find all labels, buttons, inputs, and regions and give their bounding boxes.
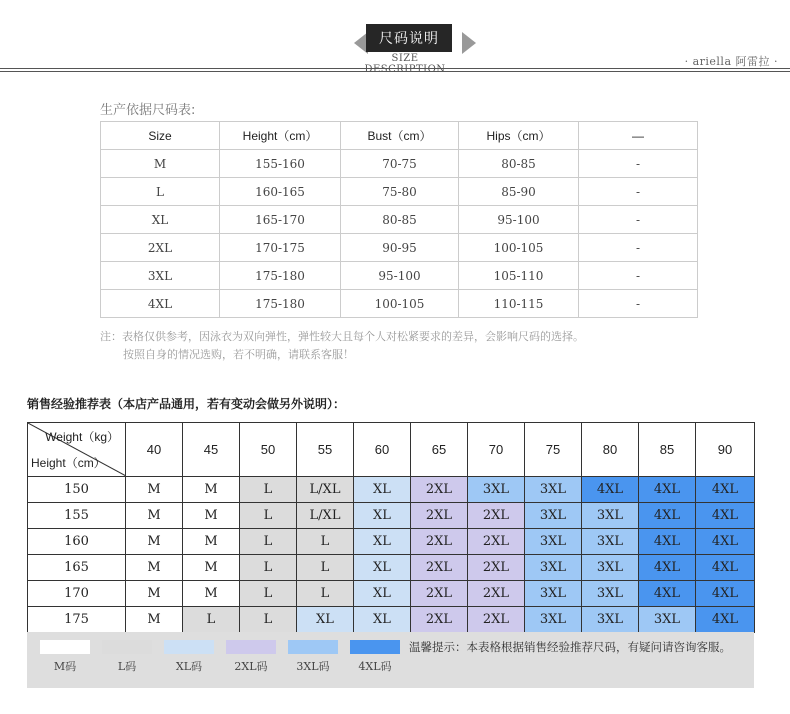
table-row [28, 477, 755, 503]
legend-label: M码 [53, 660, 77, 673]
height-cell: 170 [28, 581, 126, 607]
corner-header [28, 423, 126, 477]
legend-label: XL码 [175, 660, 203, 673]
size-recommendation-cell: 4XL [582, 477, 639, 503]
page-title: 尺码说明 [366, 24, 452, 52]
size-recommendation-cell: XL [354, 529, 411, 555]
size-recommendation-cell: L [183, 607, 240, 633]
table-row [101, 178, 698, 206]
size-table-cell: 3XL [101, 262, 220, 290]
size-recommendation-cell: XL [354, 581, 411, 607]
table-row [101, 234, 698, 262]
size-recommendation-cell: 4XL [696, 555, 755, 581]
size-recommendation-cell: 3XL [639, 607, 696, 633]
weight-header: 40 [126, 423, 183, 477]
size-recommendation-cell: 3XL [468, 477, 525, 503]
banner-wing [462, 32, 476, 54]
size-recommendation-cell: XL [354, 477, 411, 503]
legend-tip: 温馨提示：本表格根据销售经验推荐尺码，有疑问请咨询客服。 [409, 640, 731, 654]
size-table-cell: 85-90 [459, 178, 579, 206]
size-recommendation-cell: M [183, 503, 240, 529]
legend-swatch [40, 640, 90, 654]
height-axis-label: Height（cm） [31, 456, 106, 470]
size-table-cell: - [579, 262, 698, 290]
size-recommendation-cell: 4XL [696, 581, 755, 607]
size-recommendation-cell: 2XL [468, 555, 525, 581]
weight-header: 65 [411, 423, 468, 477]
size-recommendation-cell: 4XL [639, 503, 696, 529]
table-row [28, 555, 755, 581]
size-recommendation-cell: 4XL [696, 529, 755, 555]
weight-header: 45 [183, 423, 240, 477]
size-recommendation-cell: 3XL [525, 581, 582, 607]
title-banner [356, 24, 474, 54]
height-cell: 150 [28, 477, 126, 503]
note-line: 注：表格仅供参考，因泳衣为双向弹性，弹性较大且每个人对松紧要求的差异，会影响尺码的选择。 [100, 330, 584, 343]
size-table-caption: 生产依据尺码表: [100, 103, 196, 118]
size-recommendation-cell: 2XL [468, 503, 525, 529]
size-recommendation-cell: 4XL [639, 529, 696, 555]
brand-name: · ariella 阿雷拉 · [684, 55, 778, 68]
size-recommendation-cell: L/XL [297, 503, 354, 529]
weight-axis-label: Weight（kg） [45, 430, 119, 444]
size-table-cell: 70-75 [341, 150, 459, 178]
size-recommendation-cell: 4XL [639, 555, 696, 581]
size-recommendation-cell: 2XL [411, 581, 468, 607]
weight-header: 70 [468, 423, 525, 477]
size-recommendation-cell: 3XL [525, 477, 582, 503]
legend-label: L码 [117, 660, 137, 673]
size-table-header: Height（cm） [220, 122, 341, 150]
size-note [100, 328, 584, 364]
size-table-cell: 155-160 [220, 150, 341, 178]
size-recommendation-cell: M [126, 555, 183, 581]
size-recommendation-cell: M [126, 581, 183, 607]
size-recommendation-cell: 3XL [525, 529, 582, 555]
size-recommendation-cell: 2XL [411, 477, 468, 503]
size-table-cell: 170-175 [220, 234, 341, 262]
table-row [28, 607, 755, 633]
size-recommendation-cell: 3XL [525, 503, 582, 529]
size-recommendation-cell: L [240, 503, 297, 529]
size-table-cell: 95-100 [341, 262, 459, 290]
size-recommendation-cell: XL [354, 607, 411, 633]
size-recommendation-cell: L [297, 581, 354, 607]
size-table-cell: 100-105 [341, 290, 459, 318]
size-recommendation-cell: L [240, 607, 297, 633]
size-recommendation-cell: XL [354, 555, 411, 581]
table-row [101, 206, 698, 234]
weight-header: 85 [639, 423, 696, 477]
weight-header: 90 [696, 423, 755, 477]
height-cell: 155 [28, 503, 126, 529]
size-recommendation-cell: L [240, 529, 297, 555]
table-row [101, 150, 698, 178]
size-table-cell: - [579, 150, 698, 178]
size-table-cell: 175-180 [220, 262, 341, 290]
table-row [101, 290, 698, 318]
size-table-cell: 80-85 [459, 150, 579, 178]
legend-label: 2XL码 [234, 660, 268, 673]
size-recommendation-cell: 2XL [468, 581, 525, 607]
size-table-cell: M [101, 150, 220, 178]
legend-swatch [350, 640, 400, 654]
size-table-cell: 80-85 [341, 206, 459, 234]
size-recommendation-cell: 4XL [696, 607, 755, 633]
size-recommendation-cell: 4XL [696, 503, 755, 529]
table-row [28, 503, 755, 529]
size-recommendation-cell: 3XL [525, 555, 582, 581]
size-table-cell: 175-180 [220, 290, 341, 318]
page-subtitle: SIZE DESCRIPTION [364, 53, 446, 75]
note-line: 按照自身的情况选购，若不明确，请联系客服！ [123, 348, 354, 361]
size-recommendation-cell: 3XL [582, 503, 639, 529]
size-recommendation-cell: L [240, 581, 297, 607]
size-recommendation-cell: L [297, 529, 354, 555]
size-table [100, 121, 698, 318]
recommendation-table [27, 422, 755, 633]
size-recommendation-cell: L [240, 477, 297, 503]
size-recommendation-cell: M [183, 477, 240, 503]
size-table-cell: - [579, 178, 698, 206]
size-recommendation-cell: M [126, 477, 183, 503]
size-recommendation-cell: M [183, 555, 240, 581]
size-recommendation-cell: 3XL [582, 581, 639, 607]
legend-label: 4XL码 [358, 660, 392, 673]
size-table-header: Bust（cm） [341, 122, 459, 150]
size-recommendation-cell: L/XL [297, 477, 354, 503]
size-table-cell: 2XL [101, 234, 220, 262]
size-recommendation-cell: 3XL [582, 555, 639, 581]
size-table-cell: 105-110 [459, 262, 579, 290]
height-cell: 165 [28, 555, 126, 581]
size-table-cell: - [579, 234, 698, 262]
size-recommendation-cell: 4XL [639, 477, 696, 503]
color-legend [27, 632, 754, 688]
size-table-cell: 165-170 [220, 206, 341, 234]
size-table-cell: 4XL [101, 290, 220, 318]
size-recommendation-cell: M [126, 529, 183, 555]
size-table-cell: L [101, 178, 220, 206]
size-table-header: Hips（cm） [459, 122, 579, 150]
weight-header: 50 [240, 423, 297, 477]
size-recommendation-cell: 2XL [411, 529, 468, 555]
size-recommendation-cell: M [126, 503, 183, 529]
size-recommendation-cell: 4XL [696, 477, 755, 503]
size-recommendation-cell: 2XL [468, 529, 525, 555]
size-table-header: — [579, 122, 698, 150]
size-recommendation-cell: 3XL [525, 607, 582, 633]
legend-swatch [102, 640, 152, 654]
size-table-cell: 110-115 [459, 290, 579, 318]
weight-header: 75 [525, 423, 582, 477]
size-table-cell: - [579, 206, 698, 234]
size-recommendation-cell: 3XL [582, 607, 639, 633]
size-table-cell: 75-80 [341, 178, 459, 206]
size-table-cell: 160-165 [220, 178, 341, 206]
size-recommendation-cell: L [240, 555, 297, 581]
size-recommendation-cell: 3XL [582, 529, 639, 555]
size-recommendation-cell: 4XL [639, 581, 696, 607]
height-cell: 175 [28, 607, 126, 633]
legend-swatch [226, 640, 276, 654]
weight-header: 55 [297, 423, 354, 477]
size-recommendation-cell: 2XL [411, 503, 468, 529]
height-cell: 160 [28, 529, 126, 555]
size-table-cell: 100-105 [459, 234, 579, 262]
table-row [28, 581, 755, 607]
size-table-header: Size [101, 122, 220, 150]
size-recommendation-cell: 2XL [411, 555, 468, 581]
size-table-cell: XL [101, 206, 220, 234]
rec-table-caption: 销售经验推荐表（本店产品通用，若有变动会做另外说明）： [27, 397, 346, 411]
table-row [28, 529, 755, 555]
size-table-cell: - [579, 290, 698, 318]
legend-swatch [288, 640, 338, 654]
size-recommendation-cell: M [183, 581, 240, 607]
size-recommendation-cell: 2XL [468, 607, 525, 633]
size-recommendation-cell: XL [297, 607, 354, 633]
weight-header: 80 [582, 423, 639, 477]
size-table-cell: 95-100 [459, 206, 579, 234]
legend-swatch [164, 640, 214, 654]
size-recommendation-cell: L [297, 555, 354, 581]
table-row [101, 262, 698, 290]
legend-label: 3XL码 [296, 660, 330, 673]
size-recommendation-cell: 2XL [411, 607, 468, 633]
size-recommendation-cell: XL [354, 503, 411, 529]
size-recommendation-cell: M [126, 607, 183, 633]
size-recommendation-cell: M [183, 529, 240, 555]
weight-header: 60 [354, 423, 411, 477]
size-table-cell: 90-95 [341, 234, 459, 262]
